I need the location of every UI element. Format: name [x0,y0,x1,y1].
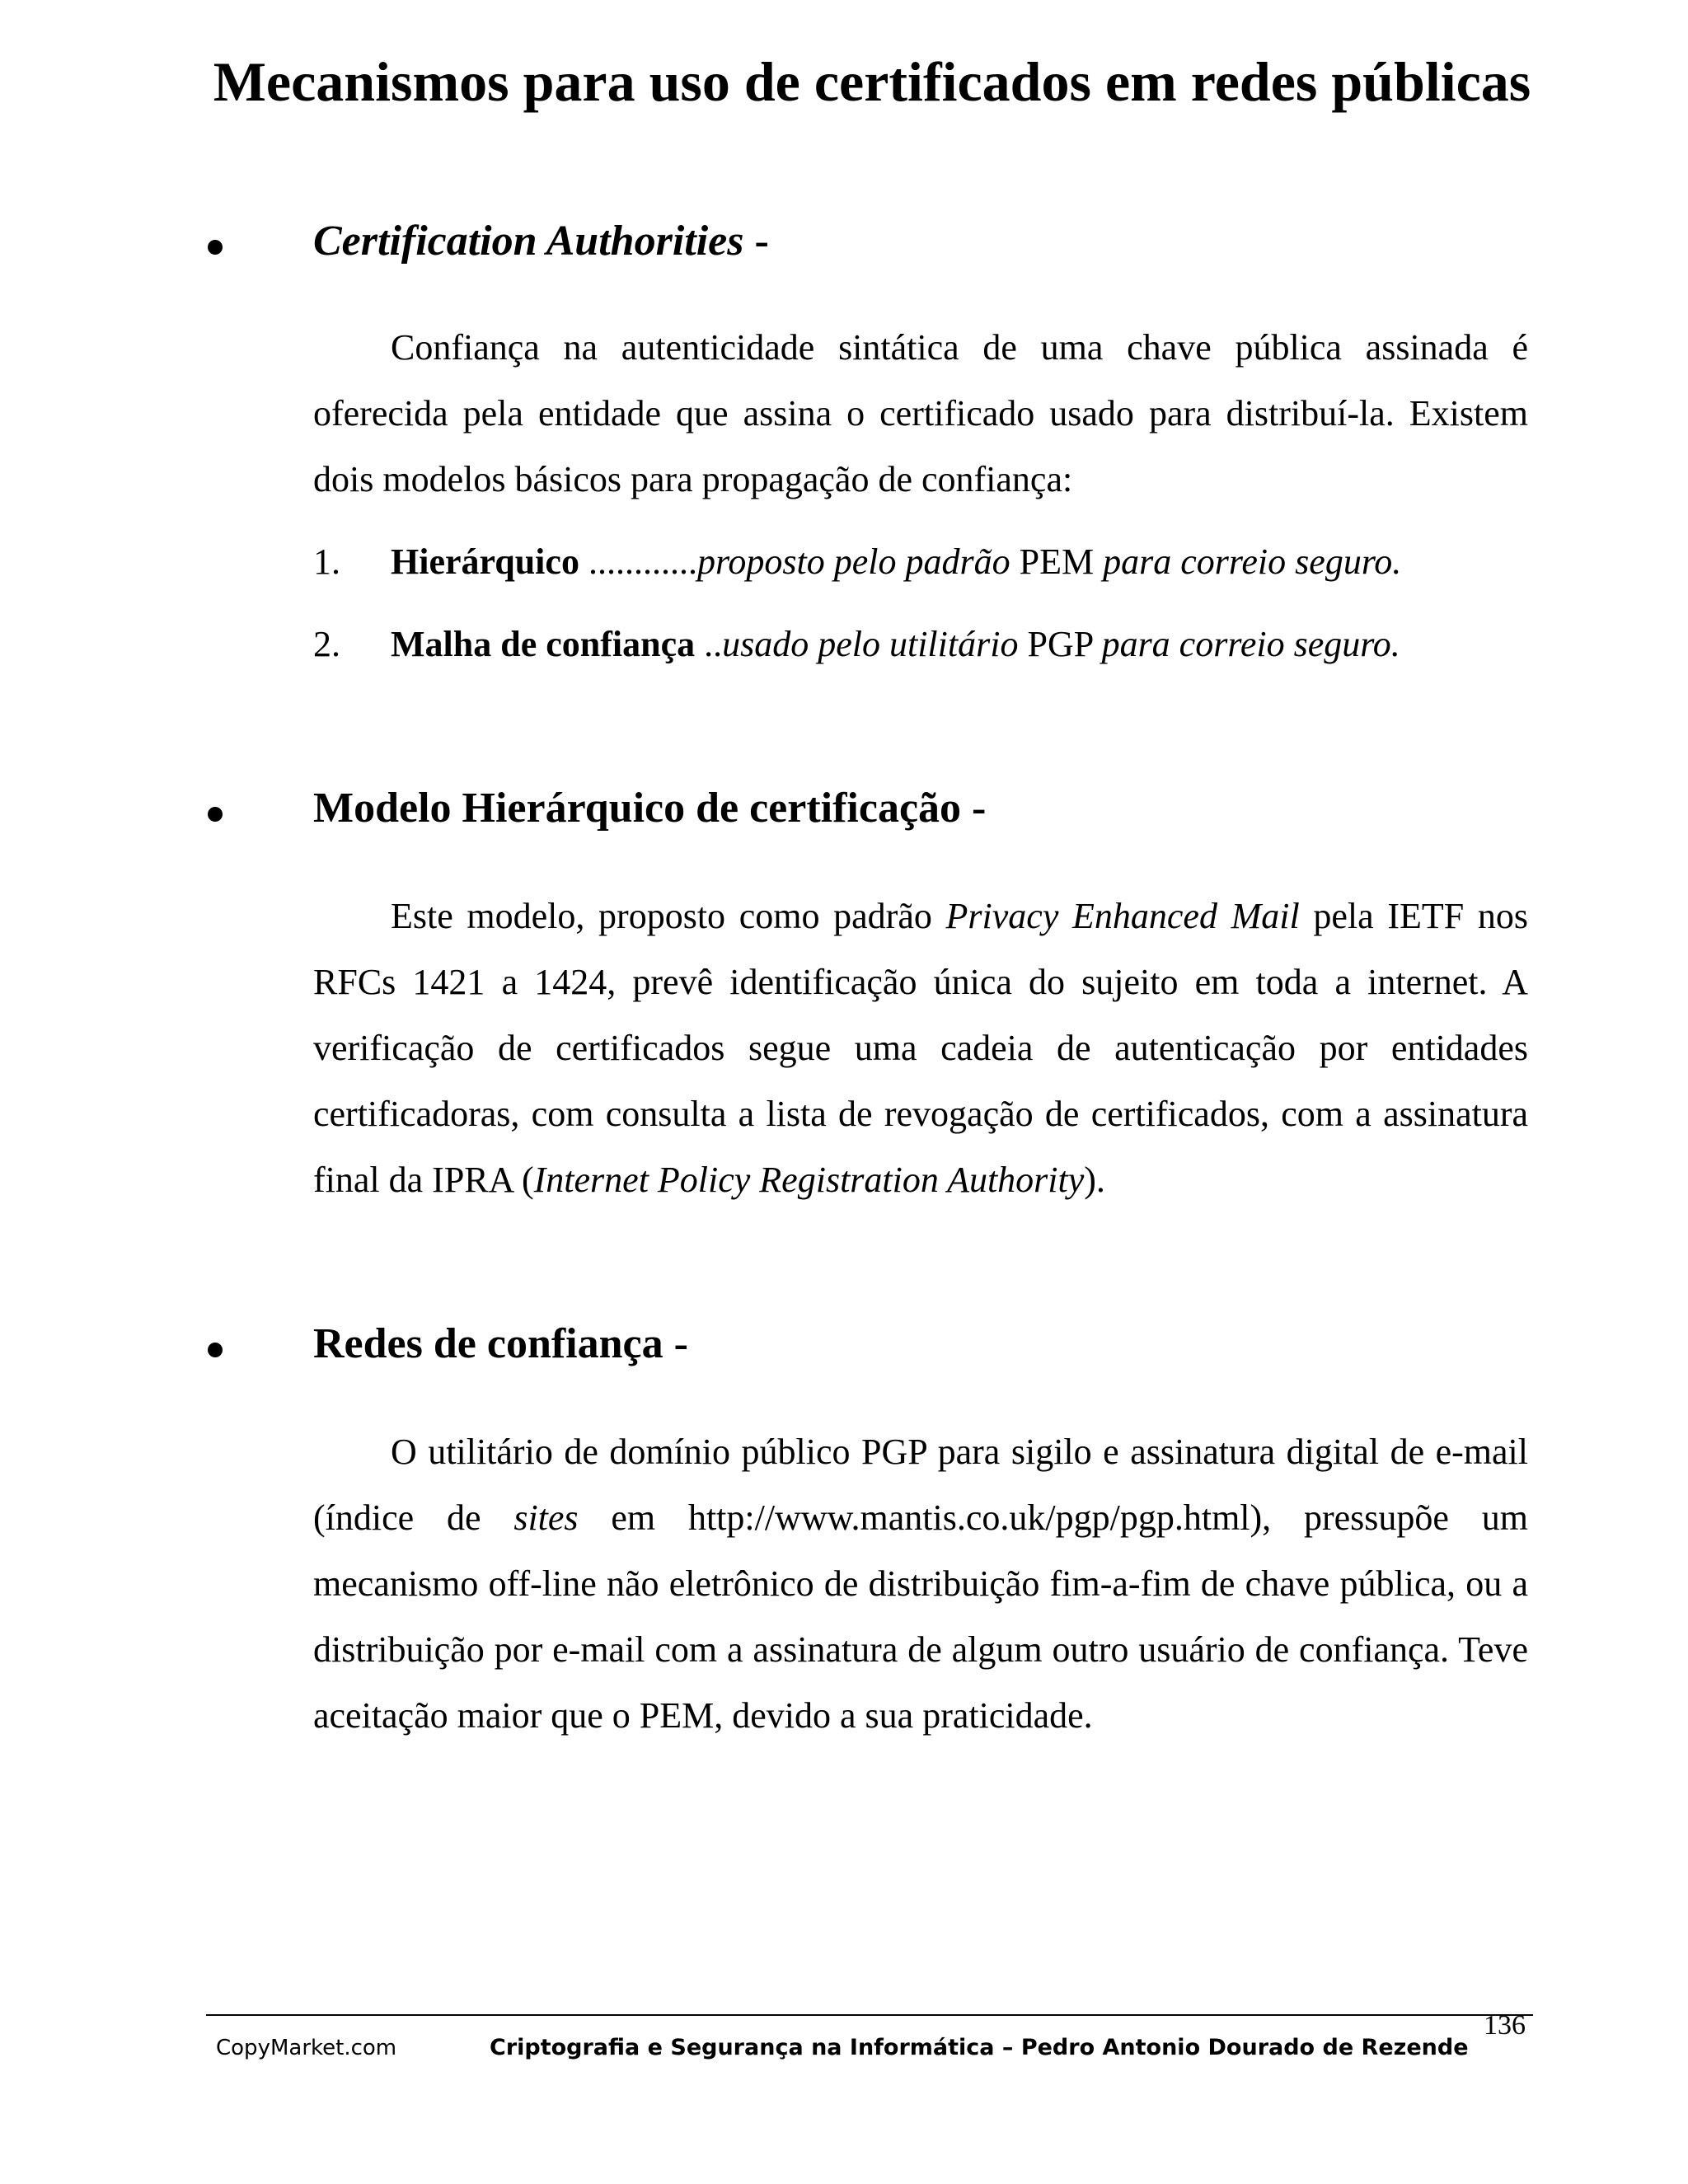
paragraph-ca-text: Confiança na autenticidade sintática de uma chave pública assinada é oferecida pela entidade que assina o certificado usado para distribuí-la. Existem dois modelos básicos para propagação de confiança: [313,327,1528,499]
section-heading-trust: Redes de confiança - [313,1320,688,1367]
paragraph-hierarchical-text-1: Este modelo, proposto como padrão [391,896,946,936]
list-item-leader: ............ [579,541,697,582]
footer-book-title: Criptografia e Segurança na Informática – Pedro Antonio Dourado de Rezende [490,2035,1469,2060]
bullet-icon [208,219,234,269]
paragraph-hierarchical-italic-1: Privacy Enhanced Mail [945,896,1300,936]
bullet-icon [208,786,234,836]
paragraph-trust-italic-1: sites [513,1497,579,1538]
list-item-desc-plain: PGP [1018,624,1102,664]
list-item-title: Hierárquico [391,541,579,582]
list-item-leader: .. [695,624,723,664]
paragraph-hierarchical-italic-2: Internet Policy Registration Authority [533,1160,1085,1200]
paragraph-hierarchical-text-2: pela IETF nos RFCs 1421 a 1424, prevê identificação única do sujeito em toda a internet. A verificação de certificados segue uma cadeia de autenticação por entidades certificadoras, com consulta a lista de revogação de certificados, com a assinatura final da IPRA ( [313,896,1528,1200]
paragraph-ca [313,315,1528,513]
paragraph-trust [313,1419,1528,1749]
footer-publisher: CopyMarket.com [216,2036,397,2060]
list-item-desc-2: para correio seguro. [1101,624,1400,664]
list-item-desc-plain: PEM [1010,541,1104,582]
paragraph-hierarchical-text-3: ). [1084,1160,1105,1200]
footer-divider [206,2014,1533,2016]
list-item-number: 2. [313,624,340,664]
paragraph-hierarchical [313,883,1528,1213]
paragraph-trust-text-1: O utilitário de domínio público PGP para sigilo e assinatura digital de e-mail (índice de [313,1432,1528,1538]
bullet-icon [208,1322,234,1371]
section-heading-ca-text: Certification Authorities [313,218,744,265]
list-item-desc-1: usado pelo utilitário [722,624,1019,664]
list-item-number: 1. [313,541,340,582]
paragraph-trust-text-2: em http://www.mantis.co.uk/pgp/pgp.html), pressupõe um mecanismo off-line não eletrônico de distribuição fim-a-fim de chave pública, ou a distribuição por e-mail com a assinatura de algum outro usuário de confiança. Teve aceitação maior que o PEM, devido a sua praticidade. [313,1497,1528,1736]
list-item-title: Malha de confiança [391,624,696,664]
page-number: 136 [1484,2010,1526,2041]
section-heading-ca [313,213,769,270]
page-title: Mecanismos para uso de certificados em redes públicas [213,50,1531,113]
list-item [313,537,1550,587]
list-item [313,620,1550,669]
list-item-desc-2: para correio seguro. [1103,541,1402,582]
section-heading-hierarchical: Modelo Hierárquico de certificação - [313,785,987,832]
section-heading-ca-suffix: - [743,218,769,265]
list-item-desc-1: proposto pelo padrão [696,541,1010,582]
